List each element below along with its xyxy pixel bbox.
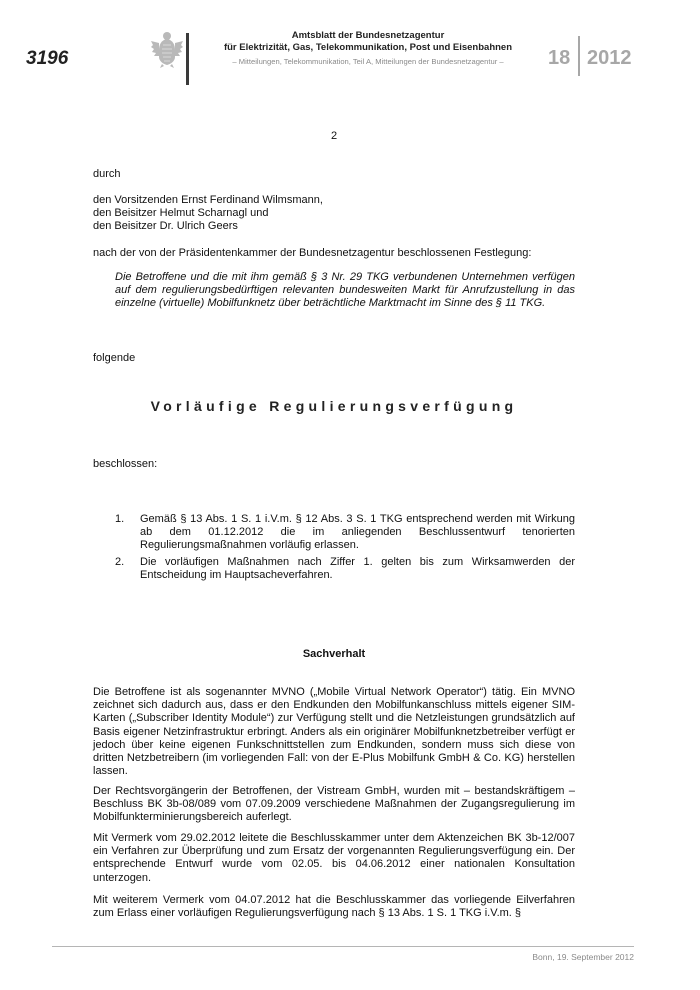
page-number: 3196 [26,48,69,69]
ruling-item-text: Gemäß § 13 Abs. 1 S. 1 i.V.m. § 12 Abs. 3 S. 1 TKG entsprechend werden mit Wirkung ab dem 01.12.2012 die im anliegenden Beschlussentwurf tenorierten Regulierungsmaßnahmen vorläufig erlassen. [140,513,575,552]
section-heading-sachverhalt: Sachverhalt [302,648,366,660]
market-determination-quote: Die Betroffene und die mit ihm gemäß § 3 Nr. 29 TKG verbundenen Unternehmen verfügen auf dem regulierungsbedürftigen relevanten bundesweiten Markt für Anrufzustellung in das einzelne (virtuelle) Mobilfunknetz über beträchtliche Marktmacht im Sinne des § 11 TKG. [115,271,575,310]
issue-number: 18 [548,47,571,69]
ruling-item-number: 2. [115,556,125,568]
member-assessor-1: den Beisitzer Helmut Scharnagl und [93,207,269,220]
ruling-item-number: 1. [115,513,125,525]
header-divider [186,33,189,85]
durch-text: durch [93,168,121,180]
intro-text: nach der von der Präsidentenkammer der Bundesnetzagentur beschlossenen Festlegung: [93,247,532,259]
beschlossen-text: beschlossen: [93,458,158,470]
federal-eagle-icon [150,30,184,68]
ruling-item-text: Die vorläufigen Maßnahmen nach Ziffer 1. gelten bis zum Wirksamwerden der Entscheidung im Hauptsacheverfahren. [140,556,575,582]
chamber-members [93,194,575,234]
member-chair: den Vorsitzenden Ernst Ferdinand Wilmsmann, [93,194,323,206]
issue-divider [578,36,580,76]
ruling-item-1 [115,513,575,553]
facts-paragraph-1: Die Betroffene ist als sogenannter MVNO („Mobile Virtual Network Operator“) tätig. Ein MVNO zeichnet sich dadurch aus, dass er den Endkunden den Mobilfunkanschluss mittels eigener SIM-Karten („Subscriber Identity Module“) zur Verfügung stellt und die Netzleistungen grundsätzlich auf Basis eigener Netzinfrastruktur erbringt. Anders als ein originärer Mobilfunknetzbetreiber verfügt er jedoch über keine eigenen Funkschnittstellen zum Endkunden, sondern muss sich diese von dritten Netzbetreibern (im vorliegenden Fall: von der E-Plus Mobilfunk GmbH & Co. KG) herstellen lassen. [93,686,575,778]
gazette-subtitle: – Mitteilungen, Telekommunikation, Teil A, Mitteilungen der Bundesnetzagentur – [232,57,504,66]
gazette-title [196,30,540,53]
decision-title: Vorläufige Regulierungsverfügung [150,398,518,414]
folgende-text: folgende [93,352,136,364]
member-assessor-2: den Beisitzer Dr. Ulrich Geers [93,220,238,233]
footer-place-date: Bonn, 19. September 2012 [532,952,634,962]
gazette-title-line1: Amtsblatt der Bundesnetzagentur [291,30,445,41]
document-page-number: 2 [330,130,338,142]
issue-year: 2012 [587,47,632,69]
facts-paragraph-3: Mit Vermerk vom 29.02.2012 leitete die Beschlusskammer unter dem Aktenzeichen BK 3b-12/007 ein Verfahren zur Überprüfung und zum Ersatz der vorgenannten Regulierungsverfügung ein. Der entsprechende Entwurf wurde vom 02.05. bis 04.06.2012 einer nationalen Konsultation unterzogen. [93,832,575,884]
footer-divider [52,946,634,947]
gazette-title-line2: für Elektrizität, Gas, Telekommunikation, Post und Eisenbahnen [223,41,513,53]
facts-paragraph-4: Mit weiterem Vermerk vom 04.07.2012 hat die Beschlusskammer das vorliegende Eilverfahren zum Erlass einer vorläufigen Regulierungsverfügung nach § 13 Abs. 1 S. 1 TKG i.V.m. § [93,894,575,920]
ruling-item-2 [115,556,575,582]
facts-paragraph-2: Der Rechtsvorgängerin der Betroffenen, der Vistream GmbH, wurden mit – bestandskräftigem – Beschluss BK 3b-08/089 vom 07.09.2009 verschiedene Maßnahmen der Zugangsregulierung im Mobilfunkterminierungsbereich auferlegt. [93,785,575,824]
